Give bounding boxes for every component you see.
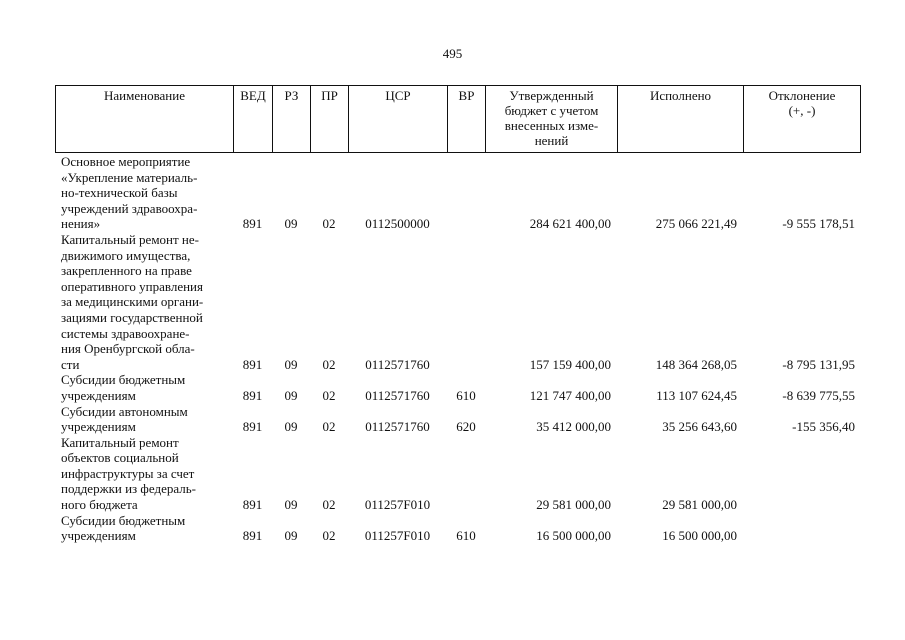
row-rz: 09 [284, 387, 298, 403]
row-name: Субсидии бюджетным учреждениям [61, 512, 186, 544]
header-rz: РЗ [272, 86, 310, 152]
header-deviation: Отклонение (+, -) [743, 86, 861, 152]
table-row [55, 232, 861, 372]
header-csr: ЦСР [348, 86, 447, 152]
row-name: Основное мероприятие «Укрепление материаль- но-технической базы учреждений здравоохра- нения» [61, 154, 198, 232]
row-executed: 275 066 221,49 [655, 216, 737, 232]
row-pr: 02 [322, 528, 336, 544]
row-rz: 09 [284, 216, 298, 232]
row-name: Субсидии бюджетным учреждениям [61, 372, 186, 403]
header-vr: ВР [447, 86, 485, 152]
row-deviation: -155 356,40 [792, 419, 855, 435]
header-budget: Утвержденный бюджет с учетом внесенных изме- нений [485, 86, 617, 152]
row-pr: 02 [322, 387, 336, 403]
row-name: Субсидии автономным учреждениям [61, 403, 188, 435]
row-deviation: -9 555 178,51 [782, 216, 855, 232]
row-ved: 891 [242, 387, 263, 403]
header-pr: ПР [310, 86, 348, 152]
row-name: Капитальный ремонт объектов социальной инфраструктуры за счет поддержки из федераль- ного бюджета [61, 434, 196, 513]
row-ved: 891 [242, 216, 263, 232]
row-pr: 02 [322, 419, 336, 435]
header-name: Наименование [55, 86, 233, 152]
row-vr: 610 [456, 528, 476, 544]
row-csr: 0112571760 [365, 419, 430, 435]
table-row [55, 154, 861, 232]
row-executed: 35 256 643,60 [662, 419, 737, 435]
row-deviation: -8 795 131,95 [782, 356, 855, 372]
row-ved: 891 [242, 497, 263, 513]
row-budget: 121 747 400,00 [529, 387, 611, 403]
row-csr: 011257F010 [364, 528, 431, 544]
table-row [55, 404, 861, 435]
table-row [55, 372, 861, 403]
row-ved: 891 [242, 419, 263, 435]
row-csr: 0112500000 [365, 216, 430, 232]
row-name: Капитальный ремонт не- движимого имущества, закрепленного на праве оперативного управления за медицинскими органи- зациями государственной системы здравоохране- ния Оренбургской обла- сти [61, 231, 204, 372]
row-budget: 284 621 400,00 [529, 216, 611, 232]
row-budget: 16 500 000,00 [536, 528, 611, 544]
row-csr: 0112571760 [365, 387, 430, 403]
row-csr: 011257F010 [364, 497, 431, 513]
table-row [55, 435, 861, 513]
row-pr: 02 [322, 497, 336, 513]
row-rz: 09 [284, 528, 298, 544]
row-budget: 157 159 400,00 [529, 356, 611, 372]
row-executed: 113 107 624,45 [656, 387, 737, 403]
row-rz: 09 [284, 356, 298, 372]
row-budget: 29 581 000,00 [536, 497, 611, 513]
row-csr: 0112571760 [365, 356, 430, 372]
row-vr: 610 [456, 387, 476, 403]
row-budget: 35 412 000,00 [536, 419, 611, 435]
page-number: 495 [442, 46, 463, 61]
row-rz: 09 [284, 419, 298, 435]
row-executed: 16 500 000,00 [662, 528, 737, 544]
table-row [55, 513, 861, 544]
row-deviation: -8 639 775,55 [782, 387, 855, 403]
header-ved: ВЕД [233, 86, 272, 152]
row-rz: 09 [284, 497, 298, 513]
row-executed: 148 364 268,05 [655, 356, 737, 372]
row-ved: 891 [242, 528, 263, 544]
row-ved: 891 [242, 356, 263, 372]
header-executed: Исполнено [617, 86, 743, 152]
row-pr: 02 [322, 356, 336, 372]
row-executed: 29 581 000,00 [662, 497, 737, 513]
table-body [55, 154, 861, 544]
row-pr: 02 [322, 216, 336, 232]
row-vr: 620 [456, 419, 476, 435]
table-header [55, 85, 861, 153]
